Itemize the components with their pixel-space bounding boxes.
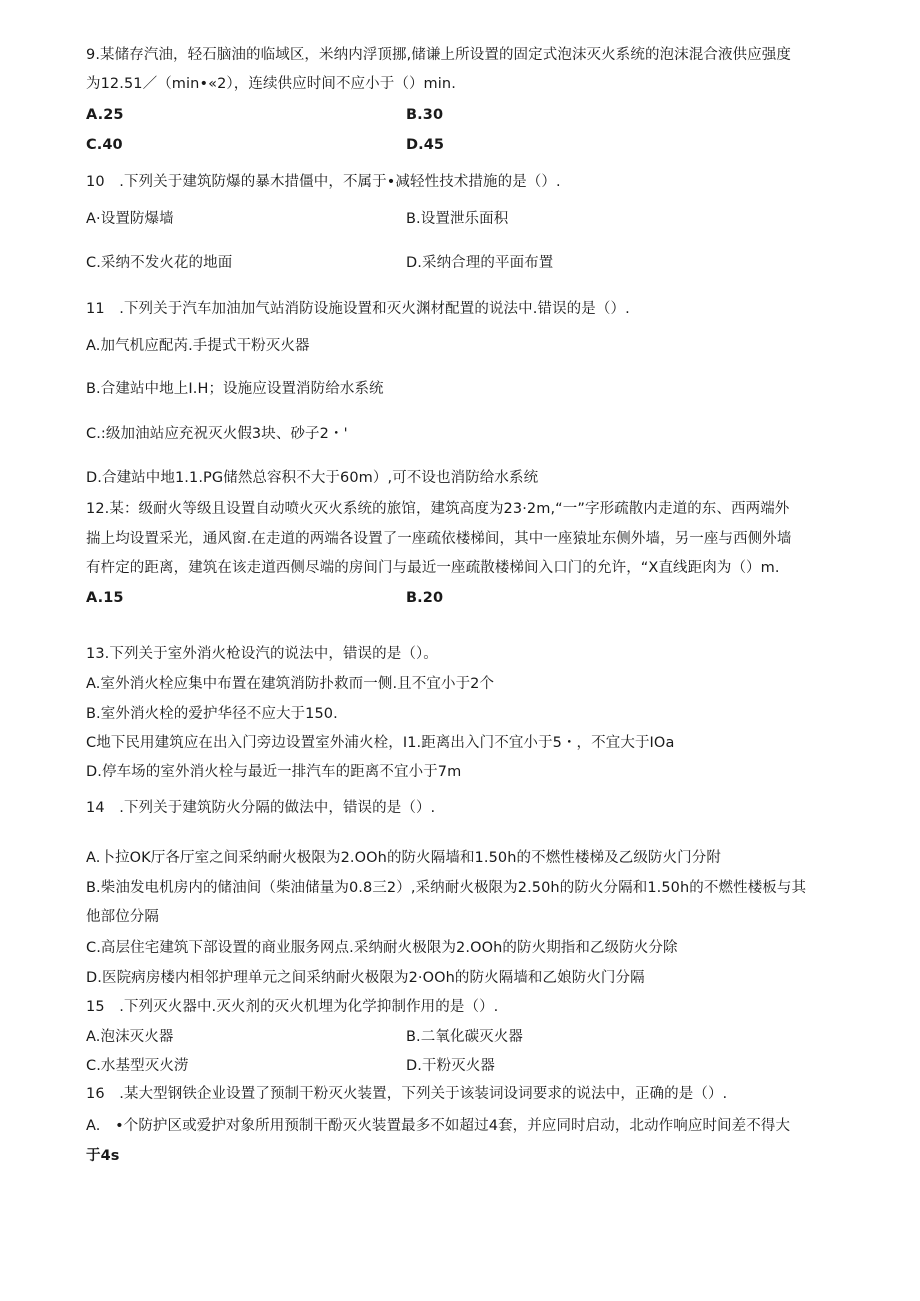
- q10-stem: 10 .下列关于建筑防爆的暴木措僵中，不属于•减轻性技术措施的是（）.: [86, 174, 561, 190]
- q9-option-d: D.45: [406, 137, 445, 153]
- q13-option-d: D.停车场的室外消火栓与最近一排汽车的距离不宜小于7m: [86, 764, 462, 780]
- q9-stem-line-1: 9.某储存汽油，轻石脑油的临域区，米纳内浮顶挪,储谦上所设置的固定式泡沫灭火系统的泡沫混合液供应强度: [86, 47, 791, 63]
- q15-option-d: D.干粉灭火器: [406, 1058, 495, 1074]
- q11-option-d: D.合建站中地1.1.PG储然总容积不大于60m）,可不设也消防给水系统: [86, 470, 539, 486]
- q16-option-a-continued: 于4s: [86, 1148, 120, 1164]
- q15-stem: 15 .下列灭火器中.灭火剂的灭火机埋为化学抑制作用的是（）.: [86, 999, 499, 1015]
- q12-option-a: A.15: [86, 590, 124, 606]
- q10-option-d: D.采纳合理的平面布置: [406, 255, 554, 271]
- q14-option-c: C.高层住宅建筑下部设置的商业服务网点.采纳耐火极限为2.OOh的防火期指和乙级防火分除: [86, 940, 678, 956]
- q14-option-a: A.卜拉OK厅各厅室之间采纳耐火极限为2.OOh的防火隔墙和1.50h的不燃性楼梯及乙级防火门分附: [86, 850, 721, 866]
- q10-option-b: B.设置泄乐面积: [406, 211, 509, 227]
- q11-option-b: B.合建站中地上I.H；设施应设置消防给水系统: [86, 381, 384, 397]
- q10-option-a: A·设置防爆墙: [86, 211, 174, 227]
- q13-option-b: B.室外消火栓的爱护华径不应大于150.: [86, 706, 338, 722]
- q14-option-b-continued: 他部位分隔: [86, 909, 159, 925]
- q11-option-c: C.:级加油站应充祝灭火假3块、砂子2・': [86, 426, 348, 442]
- q13-option-a: A.室外消火栓应集中布置在建筑消防扑救而一侧.且不宜小于2个: [86, 676, 495, 692]
- q12-option-b: B.20: [406, 590, 444, 606]
- q13-stem: 13.下列关于室外消火枪设汽的说法中，错误的是（）。: [86, 646, 438, 662]
- q12-stem-line-1: 12.某：级耐火等级且设置自动喷火灭火系统的旅馆，建筑高度为23·2m,“一”字形疏散内走道的东、西两端外: [86, 501, 790, 517]
- q9-stem-line-2: 为12.51／（min•«2），连续供应时间不应小于（）min.: [86, 76, 456, 92]
- q12-stem-line-3: 有杵定的距离，建筑在该走道西侧尽端的房间门与最近一座疏散楼梯间入口门的允许，“X直线距肉为（）m.: [86, 560, 780, 576]
- q11-option-a: A.加气机应配芮.手提式干粉灭火器: [86, 338, 310, 354]
- q9-option-c: C.40: [86, 137, 123, 153]
- q10-option-c: C.采纳不发火花的地面: [86, 255, 233, 271]
- q9-option-a: A.25: [86, 107, 124, 123]
- q16-option-a: A. •个防护区或爱护对象所用预制干酚灭火装置最多不如超过4套，并应同时启动，北动作响应时间差不得大: [86, 1118, 791, 1134]
- q9-option-b: B.30: [406, 107, 444, 123]
- q11-stem: 11 .下列关于汽车加油加气站消防设施设置和灭火渊材配置的说法中.错误的是（）.: [86, 301, 630, 317]
- q12-stem-line-2: 揣上均设置采光，通风窗.在走道的两端各设置了一座疏依楼梯间，其中一座猿址东侧外墙，另一座与西侧外墙: [86, 531, 792, 547]
- q15-option-c: C.水基型灭火涝: [86, 1058, 189, 1074]
- q16-stem: 16 .某大型钢铁企业设置了预制干粉灭火装置，下列关于该装词设词要求的说法中，正确的是（）.: [86, 1086, 728, 1102]
- q14-option-b: B.柴油发电机房内的储油间（柴油储量为0.8三2）,采纳耐火极限为2.50h的防火分隔和1.50h的不燃性楼板与其: [86, 880, 807, 896]
- q14-option-d: D.医院病房楼内相邻护理单元之间采纳耐火极限为2·OOh的防火隔墙和乙娘防火门分隔: [86, 970, 645, 986]
- q13-option-c: C地下民用建筑应在出入门旁边设置室外浦火栓，I1.距离出入门不宜小于5・，不宜大于IOa: [86, 735, 675, 751]
- q15-option-b: B.二氧化碳灭火器: [406, 1029, 523, 1045]
- q14-stem: 14 .下列关于建筑防火分隔的做法中，错误的是（）.: [86, 800, 436, 816]
- q15-option-a: A.泡沫灭火器: [86, 1029, 174, 1045]
